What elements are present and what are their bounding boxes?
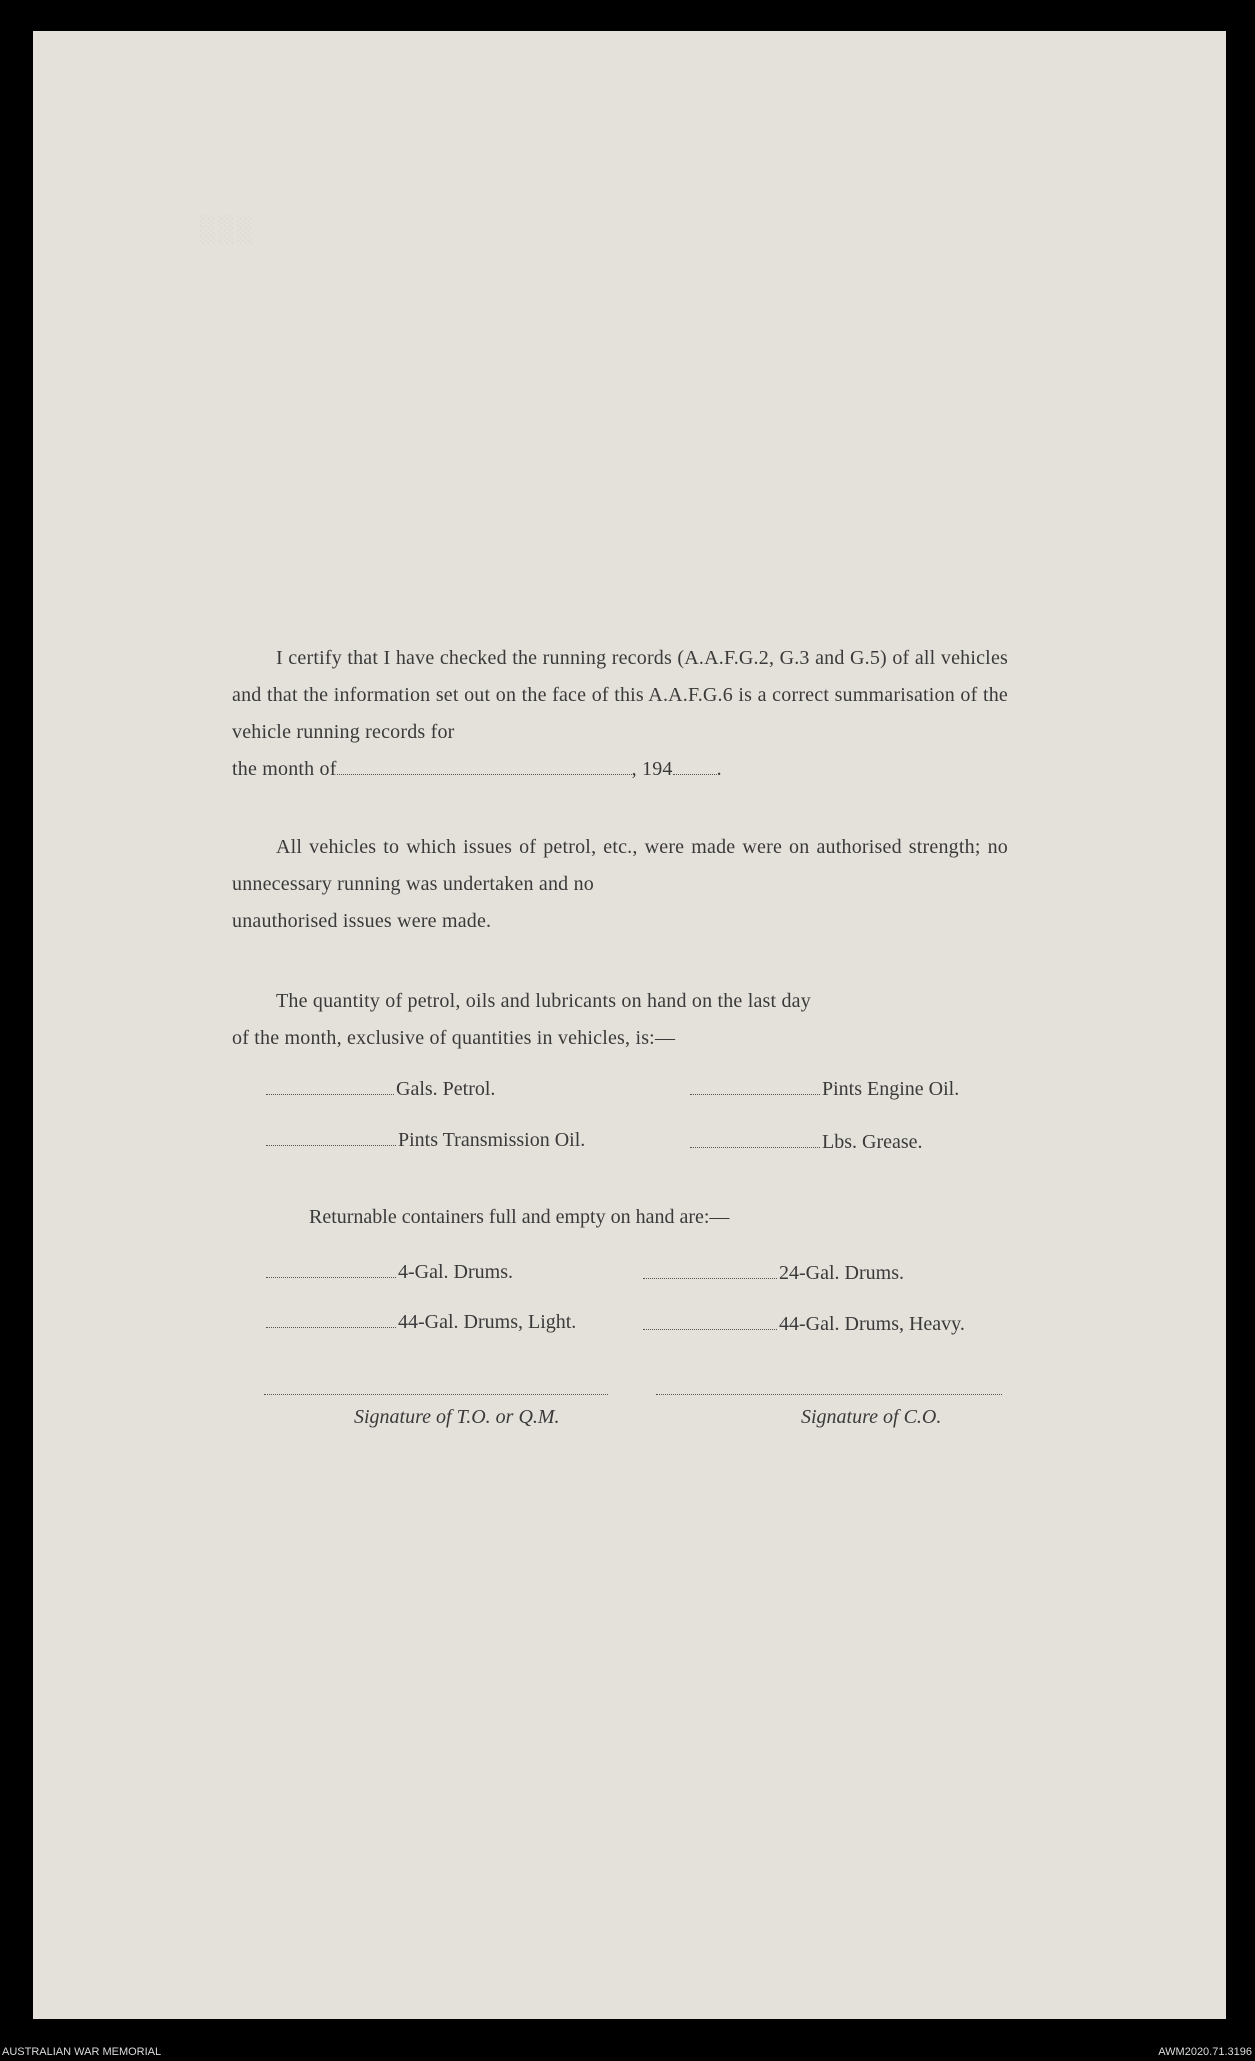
pints-engine-oil-label: Pints Engine Oil. bbox=[822, 1078, 960, 1100]
authorised-line3: unauthorised issues were made. bbox=[232, 910, 492, 932]
lbs-grease-row bbox=[690, 1131, 923, 1154]
gals-petrol-row bbox=[266, 1078, 495, 1101]
year-label: , 194 bbox=[631, 758, 673, 780]
footer-institution: AUSTRALIAN WAR MEMORIAL bbox=[2, 2046, 162, 2058]
lbs-grease-label: Lbs. Grease. bbox=[822, 1131, 923, 1153]
year-blank bbox=[673, 773, 717, 775]
signature-label-to-qm: Signature of T.O. or Q.M. bbox=[354, 1406, 560, 1428]
pints-transmission-oil-label: Pints Transmission Oil. bbox=[398, 1129, 586, 1151]
drums-24gal-label: 24-Gal. Drums. bbox=[779, 1262, 904, 1284]
quantity-line1: The quantity of petrol, oils and lubricants on hand on the last day bbox=[276, 990, 811, 1012]
drums-44-light-blank bbox=[266, 1326, 396, 1328]
gals-petrol-blank bbox=[266, 1093, 394, 1095]
gals-petrol-label: Gals. Petrol. bbox=[396, 1078, 496, 1100]
drums-44-heavy-row bbox=[643, 1313, 965, 1336]
pints-transmission-oil-row bbox=[266, 1129, 585, 1152]
pints-engine-oil-blank bbox=[690, 1093, 820, 1095]
drums-44-heavy-blank bbox=[643, 1328, 777, 1330]
certify-line3: A.A.F.G.6 is a correct summarisation of the vehicle running records for bbox=[232, 684, 1008, 743]
drums-44-light-label: 44-Gal. Drums, Light. bbox=[398, 1311, 577, 1333]
certify-paragraph bbox=[232, 640, 1008, 788]
signature-line-to-qm bbox=[264, 1393, 608, 1395]
drums-4gal-row bbox=[266, 1261, 513, 1284]
drums-44-light-row bbox=[266, 1311, 576, 1334]
authorised-paragraph bbox=[232, 829, 1008, 940]
certify-line1: I certify that I have checked the running records (A.A.F.G.2, G.3 and bbox=[276, 647, 845, 669]
footer-accession-number: AWM2020.71.3196 bbox=[1158, 2046, 1252, 2058]
pints-engine-oil-row bbox=[690, 1078, 959, 1101]
signature-line-co bbox=[656, 1393, 1002, 1395]
certify-end: . bbox=[716, 758, 722, 780]
quantity-paragraph bbox=[232, 983, 1008, 1057]
certify-line2: G.5) of all vehicles and that the information set out on the face of this bbox=[232, 647, 1009, 706]
drums-4gal-blank bbox=[266, 1276, 396, 1278]
drums-44-heavy-label: 44-Gal. Drums, Heavy. bbox=[779, 1313, 965, 1335]
containers-intro: Returnable containers full and empty on hand are:— bbox=[309, 1206, 730, 1228]
drums-24gal-blank bbox=[643, 1277, 777, 1279]
lbs-grease-blank bbox=[690, 1146, 820, 1148]
drums-4gal-label: 4-Gal. Drums. bbox=[398, 1261, 513, 1283]
pints-transmission-oil-blank bbox=[266, 1144, 396, 1146]
authorised-line1: All vehicles to which issues of petrol, etc., were made were on bbox=[276, 836, 810, 858]
month-blank bbox=[337, 773, 632, 775]
signature-label-co: Signature of C.O. bbox=[801, 1406, 942, 1428]
drums-24gal-row bbox=[643, 1262, 904, 1285]
quantity-line2: of the month, exclusive of quantities in vehicles, is:— bbox=[232, 1027, 676, 1049]
month-label: the month of bbox=[232, 758, 337, 780]
bleed-through-texture: ░░░ bbox=[200, 215, 256, 245]
authorised-line2: authorised strength; no unnecessary running was undertaken and no bbox=[232, 836, 1008, 895]
